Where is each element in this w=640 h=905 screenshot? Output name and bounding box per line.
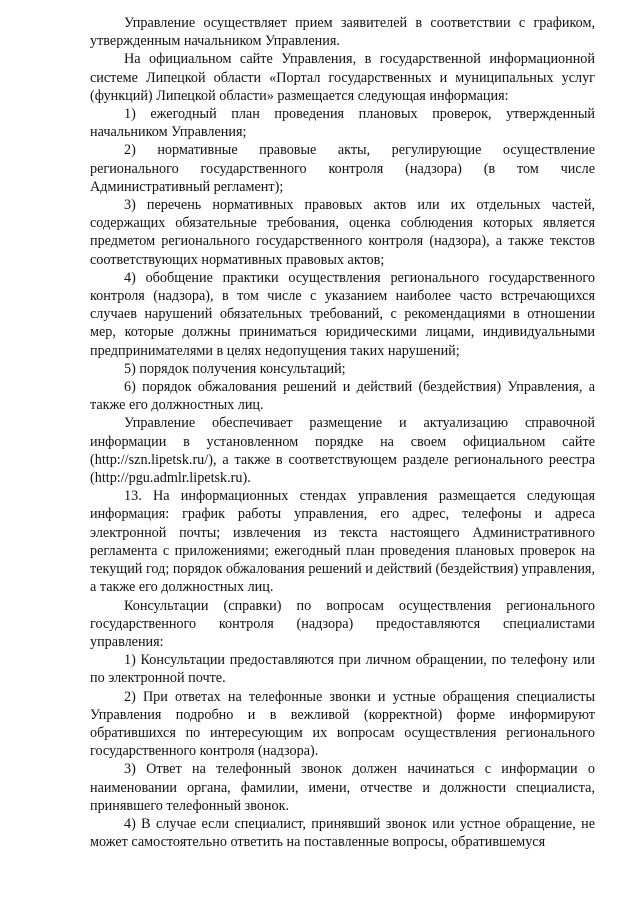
paragraph-reference-info: Управление обеспечивает размещение и актуализацию справочной информации в установленном порядке на своем официальном сайте (http://szn.lipetsk.ru/), а также в соответствующем разделе регионального реестра (http://pgu.admlr.lipetsk.ru). xyxy=(90,415,595,487)
list-item-consultation-order: 5) порядок получения консультаций; xyxy=(124,360,346,377)
list-item-appeal-order: 6) порядок обжалования решений и действий (бездействия) Управления, а также его должностных лиц. xyxy=(90,379,595,414)
paragraph-official-site-info: На официальном сайте Управления, в государственной информационной системе Липецкой области «Портал государственных и муниципальных услуг (функций) Липецкой области» размещается следующая информация: xyxy=(90,51,595,104)
list-item-consultation-channels: 1) Консультации предоставляются при личном обращении, по телефону или по электронной почте. xyxy=(90,652,595,687)
list-item-practice-summary: 4) обобщение практики осуществления регионального государственного контроля (надзора), в том числе с указанием наиболее часто встречающихся случаев нарушений обязательных требований, с рекомендациями в отношении мер, которые должны приниматься юридическими лицами, индивидуальными предпринимателями в целях недопущения таких нарушений; xyxy=(90,269,595,359)
list-item-acts-list: 3) перечень нормативных правовых актов или их отдельных частей, содержащих обязательные требования, оценка соблюдения которых является предметом регионального государственного контроля (надзора), а также текстов соответствующих нормативных правовых актов; xyxy=(90,197,595,268)
list-item-normative-acts: 2) нормативные правовые акты, регулирующие осуществление регионального государственного контроля (надзора) (в том числе Административный регламент); xyxy=(90,142,595,195)
list-item-call-redirect: 4) В случае если специалист, принявший звонок или устное обращение, не может самостоятельно ответить на поставленные вопросы, обратившемуся xyxy=(90,815,595,851)
list-item-phone-answers: 2) При ответах на телефонные звонки и устные обращения специалисты Управления подробно и в вежливой (корректной) форме информируют обратившихся по интересующим их вопросам осуществления регионального государственного контроля (надзора). xyxy=(90,688,595,760)
list-item-annual-plan: 1) ежегодный план проведения плановых проверок, утвержденный начальником Управления; xyxy=(90,106,595,141)
list-item-call-greeting: 3) Ответ на телефонный звонок должен начинаться с информации о наименовании органа, фамилии, имени, отчестве и должности специалиста, принявшего телефонный звонок. xyxy=(90,761,595,814)
paragraph-info-stands: 13. На информационных стендах управления размещается следующая информация: график работы управления, его адрес, телефоны и адреса электронной почты; извлечения из текста настоящего Административного регламента с приложениями; ежегодный план проведения плановых проверок на текущий год; порядок обжалования решений и действий (бездействия) управления, а также его должностных лиц. xyxy=(90,488,595,596)
document-body xyxy=(90,14,595,851)
paragraph-consultations: Консультации (справки) по вопросам осуществления регионального государственного контроля (надзора) предоставляются специалистами управления: xyxy=(90,597,595,650)
paragraph-reception-schedule: Управление осуществляет прием заявителей в соответствии с графиком, утвержденным начальником Управления. xyxy=(90,15,595,50)
